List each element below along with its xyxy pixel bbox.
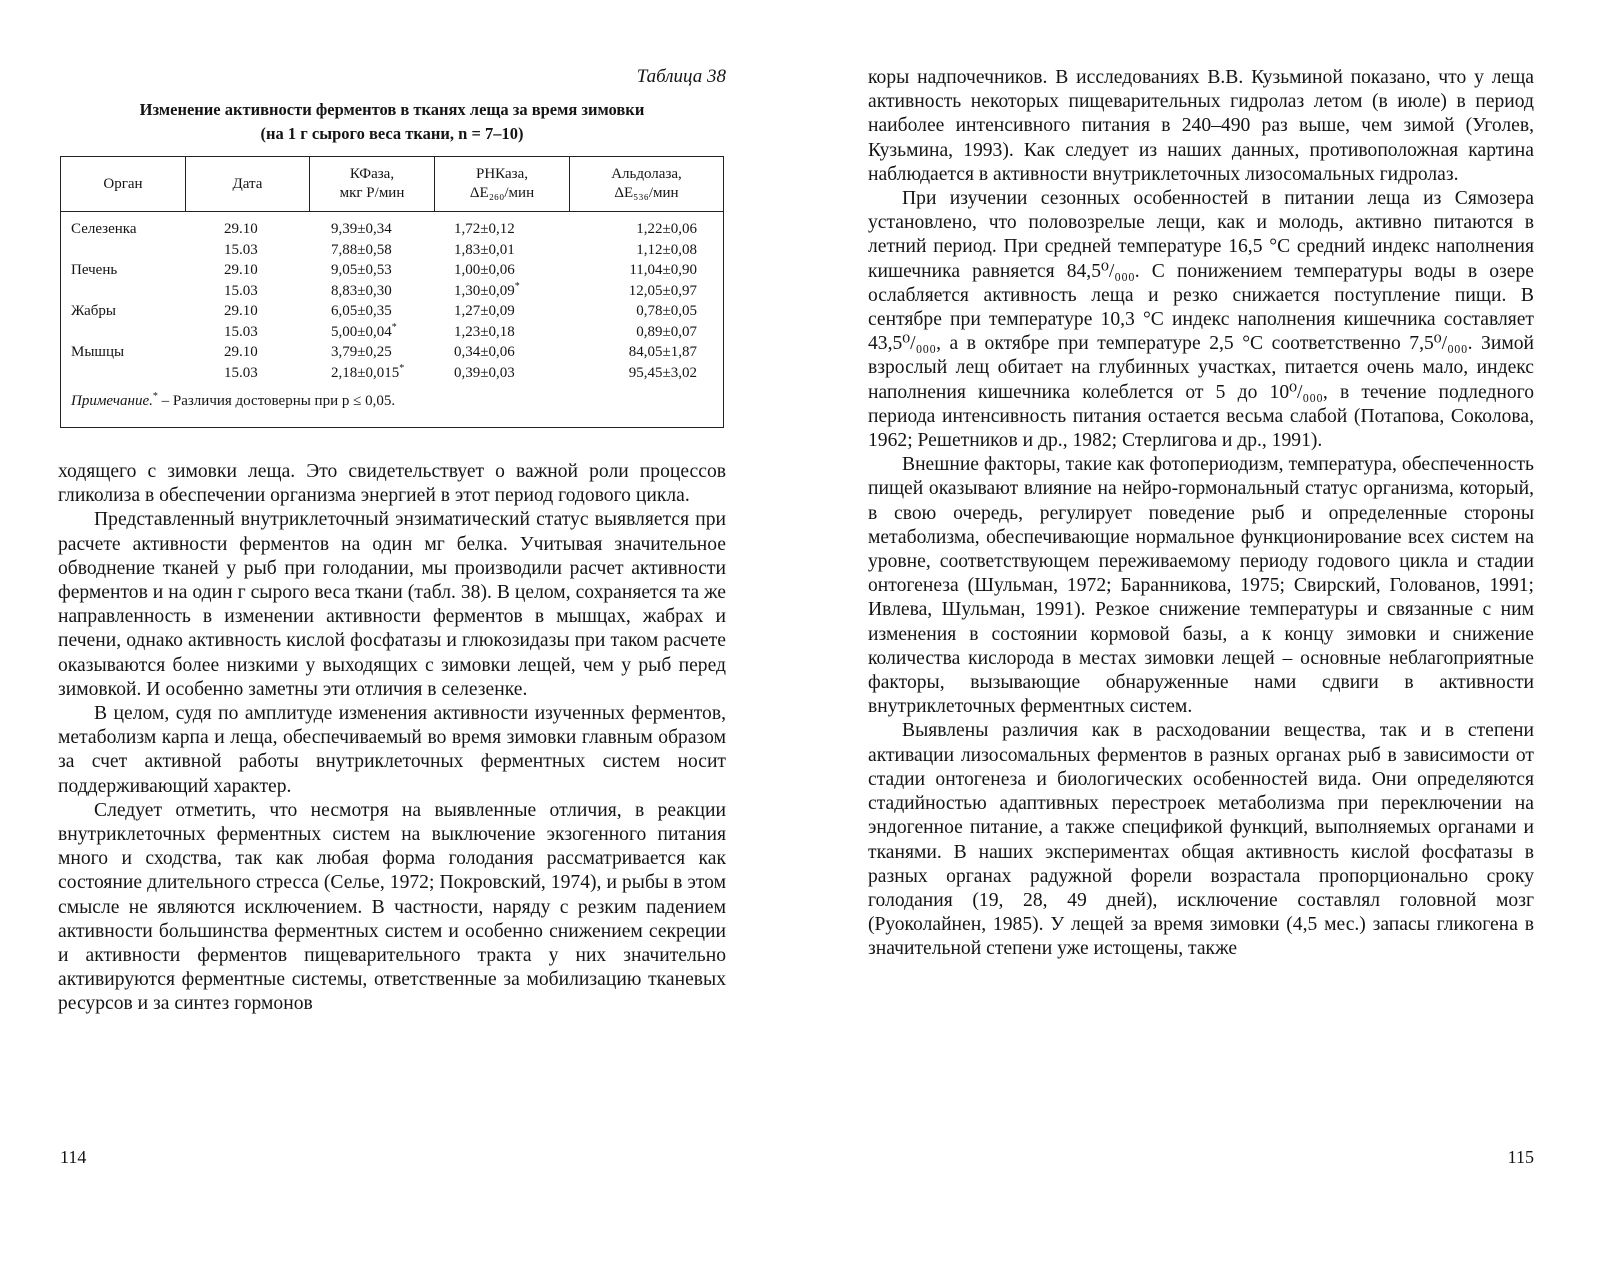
header-organ: Орган xyxy=(103,175,143,192)
right-body-text xyxy=(868,66,1534,962)
cell-date: 29.10 xyxy=(224,221,258,237)
cell-aldolaza: 0,78±0,05 xyxy=(636,303,697,319)
cell-date: 29.10 xyxy=(224,303,258,319)
paragraph: Выявлены различия как в расходовании вещества, так и в степени активации лизосомальных ферментов в разных органах рыб в зависимости от стадии онтогенеза и биологических особенностей вида. Они определяются стадийностью адаптивных перестроек метаболизма при переключении на эндогенное питание, а также спецификой функций, выполняемых органами и тканями. В наших экспериментах общая активность кислой фосфатазы в разных органах радужной форели возрастала пропорционально сроку голодания (19, 28, 49 дней), исключение составлял головной мозг (Руоколайнен, 1985). У лещей за время зимовки (4,5 мес.) запасы гликогена в значительной степени уже истощены, также xyxy=(868,720,1534,960)
paragraph: коры надпочечников. В исследованиях В.В. Кузьминой показано, что у леща активность некоторых пищеварительных гидролаз летом (в июле) в период наиболее интенсивного питания в 240–490 раз выше, чем зимой (Уголев, Кузьмина, 1993). Как следует из наших данных, противоположная картина наблюдается в активности внутриклеточных лизосомальных гидролаз. xyxy=(868,67,1534,185)
table-row xyxy=(61,303,723,324)
table-note-text: – Различия достоверны при p ≤ 0,05. xyxy=(161,393,396,409)
cell-rnkaza: 0,34±0,06 xyxy=(454,344,515,360)
table-row xyxy=(61,321,723,345)
cell-kfaza: 5,00±0,04* xyxy=(331,321,397,340)
cell-kfaza: 3,79±0,25 xyxy=(331,344,392,360)
cell-date: 15.03 xyxy=(224,323,258,340)
page-number: 114 xyxy=(60,1147,87,1167)
significance-asterisk: * xyxy=(514,280,520,292)
cell-aldolaza: 1,22±0,06 xyxy=(636,221,697,237)
paragraph: В целом, судя по амплитуде изменения активности изученных ферментов, метаболизм карпа и леща, обеспечиваемый во время зимовки главным образом за счет активной работы внутриклеточных ферментных систем носит поддерживающий характер. xyxy=(58,703,726,797)
header-rnkaza: РНКаза, ΔE₂₆₀/мин xyxy=(434,157,569,211)
table-row xyxy=(61,242,723,263)
cell-rnkaza: 1,27±0,09 xyxy=(454,303,515,319)
cell-aldolaza: 12,05±0,97 xyxy=(628,282,697,299)
cell-aldolaza: 84,05±1,87 xyxy=(628,344,697,360)
table-row xyxy=(61,221,723,242)
cell-kfaza: 6,05±0,35 xyxy=(331,303,392,319)
cell-kfaza: 7,88±0,58 xyxy=(331,241,392,258)
table-title-line-2: (на 1 г сырого веса ткани, n = 7–10) xyxy=(260,124,524,143)
paragraph: ходящего с зимовки леща. Это свидетельствует о важной роли процессов гликолиза в обеспечении организма энергией в этот период годового цикла. xyxy=(58,461,726,507)
header-kfaza: КФаза, мкг Р/мин xyxy=(309,157,434,211)
cell-date: 15.03 xyxy=(224,364,258,381)
cell-organ: Печень xyxy=(71,262,118,278)
cell-date: 15.03 xyxy=(224,282,258,299)
cell-aldolaza: 0,89±0,07 xyxy=(636,323,697,340)
cell-rnkaza: 1,72±0,12 xyxy=(454,221,515,237)
cell-rnkaza: 1,30±0,09* xyxy=(454,280,520,299)
table-number: Таблица 38 xyxy=(636,66,726,87)
cell-kfaza: 8,83±0,30 xyxy=(331,282,392,299)
cell-rnkaza: 1,23±0,18 xyxy=(454,323,515,340)
paragraph: При изучении сезонных особенностей в питании леща из Сямозера установлено, что половозрелые лещи, как и молодь, активно питаются в летний период. При средней температуре 16,5 °С средний индекс наполнения кишечника равняется 84,5⁰/₀₀₀. С понижением температуры воды в озере ослабляется активность леща и резко снижается поступление пищи. В сентябре при температуре 10,3 °С индекс наполнения кишечника составляет 43,5⁰/₀₀₀, а в октябре при температуре 2,5 °С соответственно 7,5⁰/₀₀₀. Зимой взрослый лещ обитает на глубинных участках, питается очень мало, индекс наполнения кишечника колеблется от 5 до 10⁰/₀₀₀, в течение подледного периода интенсивность питания остается весьма слабой (Потапова, Соколова, 1962; Решетников и др., 1982; Стерлигова и др., 1991). xyxy=(868,188,1534,452)
left-body-text xyxy=(58,460,726,1017)
cell-aldolaza: 11,04±0,90 xyxy=(629,262,697,278)
page-number: 115 xyxy=(1507,1147,1534,1167)
cell-date: 15.03 xyxy=(224,241,258,258)
cell-organ: Жабры xyxy=(71,303,116,319)
cell-kfaza: 9,05±0,53 xyxy=(331,262,392,278)
enzyme-activity-table xyxy=(60,156,724,428)
table-note xyxy=(71,393,395,410)
header-aldolaza: Альдолаза, ΔE₅₃₆/мин xyxy=(569,157,723,211)
cell-date: 29.10 xyxy=(224,344,258,360)
cell-date: 29.10 xyxy=(224,262,258,278)
paragraph: Внешние факторы, такие как фотопериодизм, температура, обеспеченность пищей оказывают влияние на нейро-гормональный статус организма, который, в свою очередь, регулирует поведение рыб и определенные стороны метаболизма, обеспечивающие нормальное функционирование всех систем на уровне, соответствующем переживаемому периоду годового цикла и стадии онтогенеза (Шульман, 1972; Баранникова, 1975; Свирский, Голованов, 1991; Ивлева, Шульман, 1991). Резкое снижение температуры и связанные с ним изменения в состоянии кормовой базы, а к концу зимовки и снижение количества кислорода в местах зимовки лещей – основные неблагоприятные факторы, вызывающие обнаруженные нами сдвиги в активности внутриклеточных ферментных систем. xyxy=(868,454,1534,718)
table-caption xyxy=(58,98,726,146)
paragraph: Представленный внутриклеточный энзиматический статус выявляется при расчете активности ферментов на один мг белка. Учитывая значительное обводнение тканей у рыб при голодании, мы производили расчет активности ферментов и на один г сырого веса ткани (табл. 38). В целом, сохраняется та же направленность в изменении активности ферментов в мышцах, жабрах и печени, однако активность кислой фосфатазы и глюкозидазы при таком расчете оказываются более низкими у выходящих с зимовки лещей, чем у рыб перед зимовкой. И особенно заметны эти отличия в селезенке. xyxy=(58,509,726,700)
table-row xyxy=(61,280,723,304)
cell-rnkaza: 0,39±0,03 xyxy=(454,364,515,381)
table-row xyxy=(61,262,723,283)
cell-rnkaza: 1,83±0,01 xyxy=(454,241,515,258)
significance-asterisk: * xyxy=(391,321,397,333)
table-title-line-1: Изменение активности ферментов в тканях леща за время зимовки xyxy=(139,100,645,119)
table-note-label: Примечание. xyxy=(71,393,153,409)
table-header-row xyxy=(61,157,723,212)
table-row xyxy=(61,362,723,386)
cell-rnkaza: 1,00±0,06 xyxy=(454,262,515,278)
table-row xyxy=(61,344,723,365)
cell-organ: Мышцы xyxy=(71,344,125,360)
paragraph: Следует отметить, что несмотря на выявленные отличия, в реакции внутриклеточных ферментных систем на выключение экзогенного питания много и сходства, так как любая форма голодания рассматривается как состояние длительного стресса (Селье, 1972; Покровский, 1974), и рыбы в этом смысле не являются исключением. В частности, наряду с резким падением активности большинства ферментных систем и особенно снижением секреции и активности ферментов пищеварительного тракта у них значительно активируются ферментные системы, ответственные за мобилизацию тканевых ресурсов и за синтез гормонов xyxy=(58,799,726,1015)
cell-kfaza: 2,18±0,015* xyxy=(331,362,405,381)
header-date: Дата xyxy=(185,157,309,211)
significance-asterisk: * xyxy=(152,391,158,402)
cell-aldolaza: 95,45±3,02 xyxy=(628,364,697,381)
table-body xyxy=(61,221,723,385)
cell-aldolaza: 1,12±0,08 xyxy=(636,241,697,258)
cell-kfaza: 9,39±0,34 xyxy=(331,221,392,237)
significance-asterisk: * xyxy=(399,362,405,374)
cell-organ: Селезенка xyxy=(71,221,137,237)
